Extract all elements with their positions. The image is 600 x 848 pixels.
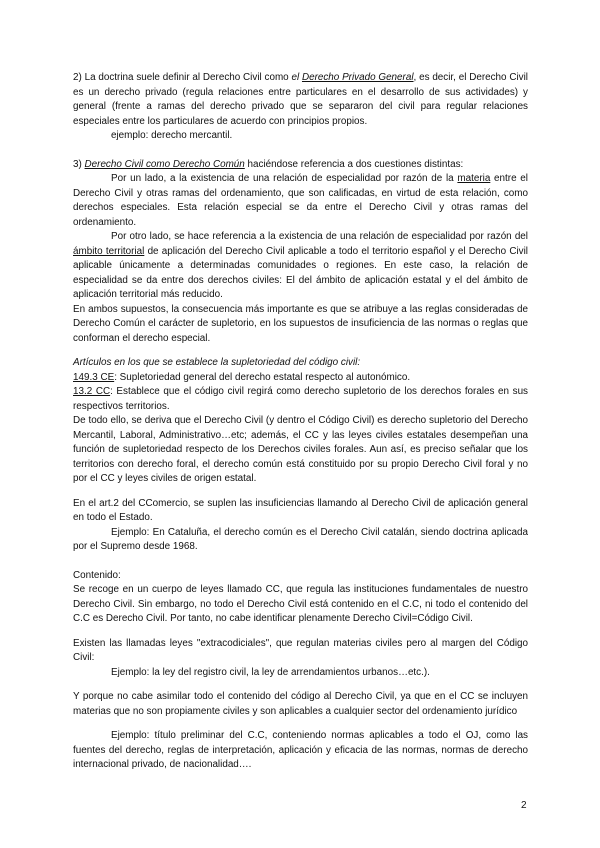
articles-title: Artículos en los que se establece la supletoriedad del código civil: <box>73 357 361 368</box>
paragraph-consecuencia: En ambos supuestos, la consecuencia más importante es que se atribuye a las reglas consideradas de Derecho Común el carácter de supletorio, en los supuestos de insuficiencia de las normas o reglas que conforman el derecho especial. <box>73 303 528 344</box>
article-149-3-ce: 149.3 CE: Supletoriedad general del derecho estatal respecto al autonómico. <box>73 371 411 383</box>
example-cataluna: Ejemplo: En Cataluña, el derecho común es el Derecho Civil catalán, siendo doctrina aplicada por el Supremo desde 1968. <box>73 526 528 552</box>
paragraph-materia: Por un lado, a la existencia de una relación de especialidad por razón de la materia entre el Derecho Civil y otras ramas del ordenamiento, que son calificadas, en virtud de esta relación, como derechos especiales. Esta relación especial se da entre el Derecho Civil y otras ramas del ordenamiento. <box>73 173 528 228</box>
term-ambito-territorial: ámbito territorial <box>73 245 145 257</box>
document-body <box>73 71 528 773</box>
term-materia: materia <box>457 173 491 184</box>
contenido-label: Contenido: <box>73 569 121 581</box>
example-titulo-preliminar: Ejemplo: título preliminar del C.C, conteniendo normas aplicables a todo el OJ, como las fuentes del derecho, reglas de interpretación, aplicación y eficacia de las normas, normas de derecho internacional privado, de nacionalidad…. <box>73 730 528 770</box>
example-mercantil: ejemplo: derecho mercantil. <box>111 130 233 141</box>
paragraph-cuerpo-leyes: Se recoge en un cuerpo de leyes llamado CC, que regula las instituciones fundamentales de nuestro Derecho Civil. Sin embargo, no todo el Derecho Civil está contenido en el C.C, ni todo el contenido del C.C es Derecho Civil. Por tanto, no cabe identificar plenamente Derecho Civil=Código Civil. <box>73 584 528 624</box>
section-2-paragraph: 2) La doctrina suele definir al Derecho Civil como el Derecho Privado General, es decir, el Derecho Civil es un derecho privado (regula relaciones entre particulares en el desarrollo de sus actividades) y general (frente a ramas del derecho privado que se separaron del civil para regular relaciones especiales entre los particulares de acuerdo con principios propios. <box>73 72 528 127</box>
term-derecho-comun: Derecho Civil como Derecho Común <box>84 158 245 170</box>
paragraph-no-asimilar: Y porque no cabe asimilar todo el contenido del código al Derecho Civil, ya que en el CC se incluyen materias que no son propiamente civiles y son aplicables a cualquier sector del ordenamiento jurídico <box>73 691 528 717</box>
term-derecho-privado-general: Derecho Privado General <box>301 72 414 83</box>
paragraph-ambito-territorial: Por otro lado, se hace referencia a la existencia de una relación de especialidad por razón del ámbito territorial de aplicación del Derecho Civil aplicable a todo el territorio español y el Derecho Civil aplicable únicamente a determinadas comunidades o regiones. En este caso, la relación de especialidad se da entre dos derechos civiles: El del ámbito de aplicación estatal y el del ámbito de aplicación territorial más reducido. <box>73 231 528 300</box>
paragraph-ccomercio: En el art.2 del CComercio, se suplen las insuficiencias llamando al Derecho Civil de aplicación general en todo el Estado. <box>73 497 528 523</box>
page-number: 2 <box>521 800 527 811</box>
paragraph-extracodiciales: Existen las llamadas leyes "extracodiciales", que regulan materias civiles pero al margen del Código Civil: <box>73 637 528 663</box>
paragraph-supletoriedad: De todo ello, se deriva que el Derecho Civil (y dentro el Código Civil) es derecho supletorio del Derecho Mercantil, Laboral, Administrativo…etc; además, el CC y las leyes civiles estatales desempeñan una función de supletoriedad respecto de los Derechos civiles forales. Aun así, es preciso señalar que los territorios con derecho foral, el derecho común está constituido por su propio Derecho Civil foral y no por el CC y leyes civiles de origen estatal. <box>73 415 528 484</box>
example-leyes: Ejemplo: la ley del registro civil, la ley de arrendamientos urbanos…etc.). <box>111 666 430 678</box>
section-3-heading: 3) Derecho Civil como Derecho Común haciéndose referencia a dos cuestiones distintas: <box>73 158 464 170</box>
article-13-2-cc: 13.2 CC: Establece que el código civil regirá como derecho supletorio de los derechos forales en sus respectivos territorios. <box>73 386 528 412</box>
